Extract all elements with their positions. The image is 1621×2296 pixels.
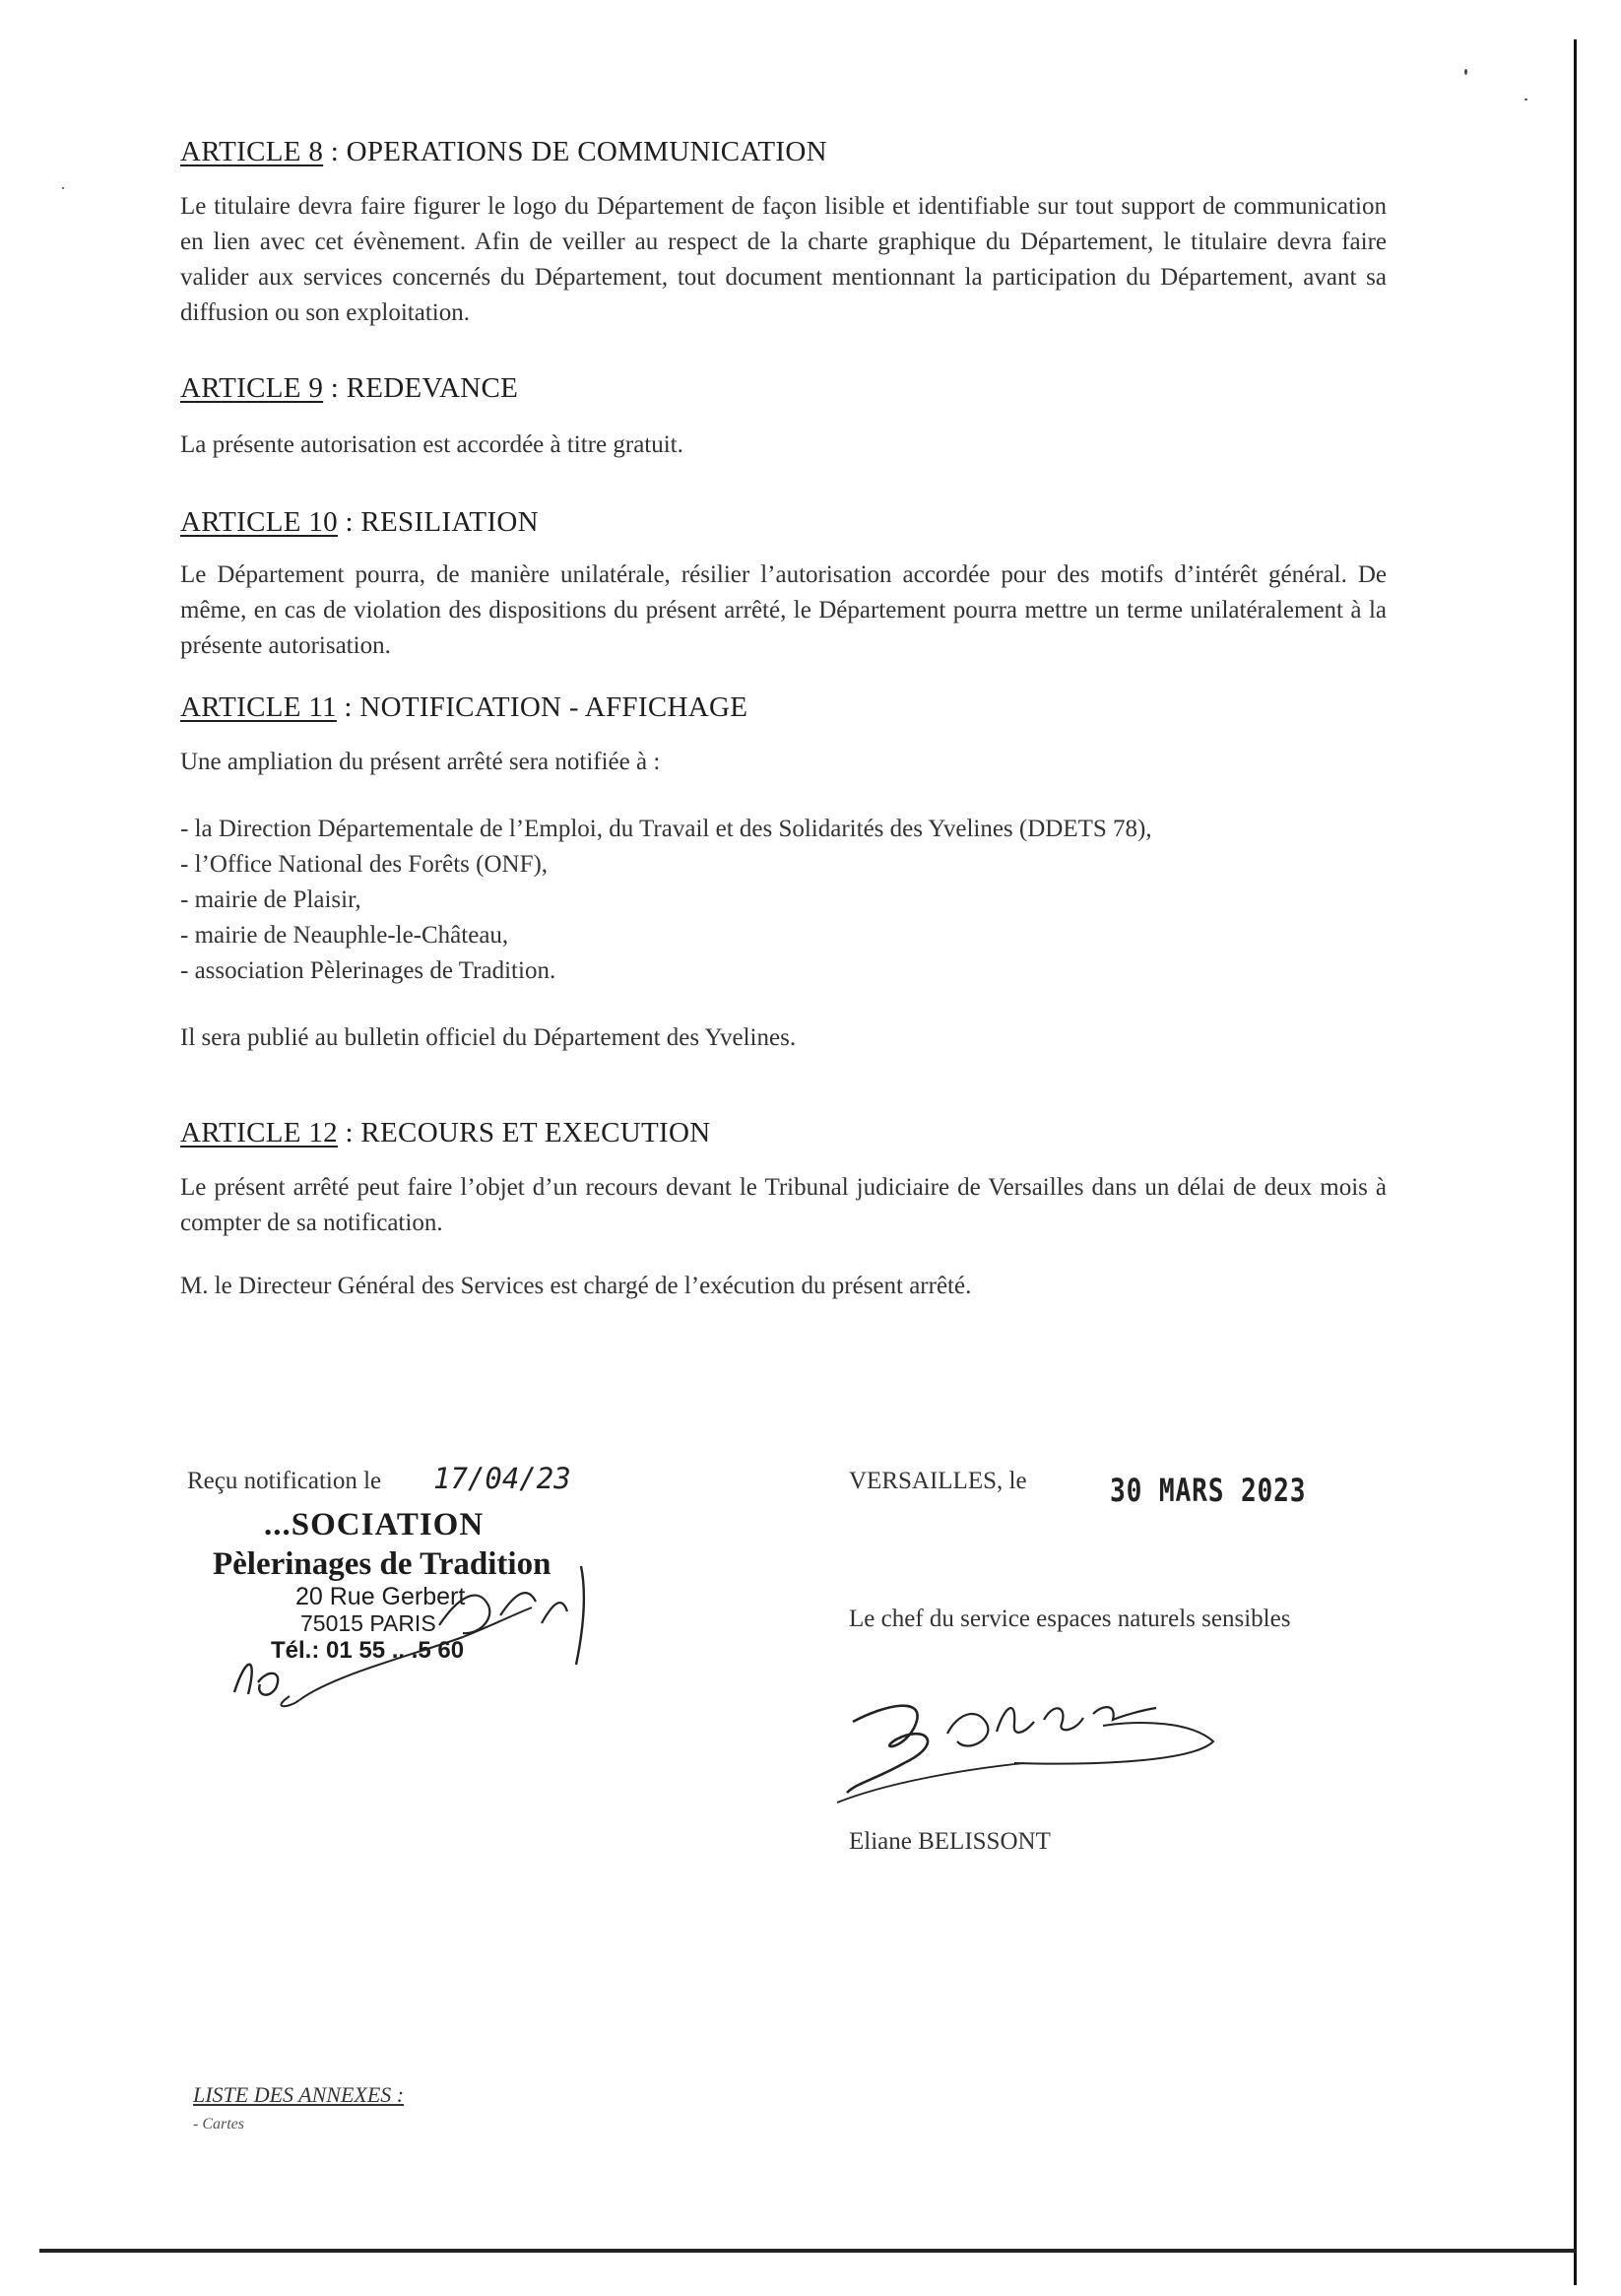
publication-note: Il sera publié au bulletin officiel du Département des Yvelines. [180,1024,797,1051]
recipient-item: - mairie de Neauphle-le-Château, [180,922,509,949]
article-10-body: Le Département pourra, de manière unilatérale, résilier l’autorisation accordée pour des motifs d’intérêt général. De même, en cas de violation des dispositions du présent arrêté, le Département pourra mettre un terme unilatéralement à la présente autorisation. [180,561,1387,659]
article-8-heading [180,136,827,168]
article-number: ARTICLE 8 [180,136,324,167]
execution-note: M. le Directeur Général des Services est chargé de l’exécution du présent arrêté. [180,1273,972,1299]
article-title: : OPERATIONS DE COMMUNICATION [323,136,827,167]
article-12-body: Le présent arrêté peut faire l’objet d’un recours devant le Tribunal judiciaire de Versailles dans un délai de deux mois à compter de sa notification. [180,1174,1387,1236]
article-8-body: Le titulaire devra faire figurer le logo du Département de façon lisible et identifiable sur tout support de communication en lien avec cet évènement. Afin de veiller au respect de la charte graphique du Département, le titulaire devra faire valider aux services concernés du Département, tout document mentionnant la participation du Département, avant sa diffusion ou son exploitation. [180,193,1387,326]
scan-border-bottom [39,2249,1576,2253]
article-number: ARTICLE 11 [180,691,337,723]
recipient-item: - mairie de Plaisir, [180,886,361,913]
signature-place: VERSAILLES, le [849,1468,1027,1494]
article-11-heading [180,691,747,724]
article-number: ARTICLE 12 [180,1117,338,1148]
article-9-body: La présente autorisation est accordée à titre gratuit. [180,431,683,458]
article-number: ARTICLE 9 [180,372,324,404]
article-11-intro: Une ampliation du présent arrêté sera notifiée à : [180,749,661,775]
scan-speck [62,187,64,189]
handwritten-date: 17/04/23 [433,1462,571,1495]
article-title: : REDEVANCE [323,372,519,404]
signatory-signature [0,0,1,1]
article-title: : RESILIATION [337,506,539,538]
article-title: : RECOURS ET EXECUTION [337,1117,711,1148]
article-number: ARTICLE 10 [180,506,338,538]
recipient-item: - l’Office National des Forêts (ONF), [180,851,549,878]
annexes-title: LISTE DES ANNEXES : [193,2082,405,2107]
notification-label: Reçu notification le [187,1468,382,1494]
stamp-line: Pèlerinages de Tradition [213,1546,551,1582]
date-stamp: 30 MARS 2023 [1110,1472,1307,1509]
stamp-line: Tél.: 01 55 .. .5 60 [271,1637,465,1664]
article-9-heading [180,372,518,405]
article-10-heading [180,506,539,539]
annex-item: - Cartes [193,2116,244,2132]
signatory-role: Le chef du service espaces naturels sensibles [849,1606,1291,1632]
recipient-item: - association Pèlerinages de Tradition. [180,957,556,984]
article-12-heading [180,1117,710,1149]
stamp-line: 20 Rue Gerbert [295,1583,466,1610]
scan-speck [1524,98,1527,100]
stamp-line: ...SOCIATION [264,1507,485,1542]
scan-border-right [1574,39,1577,2285]
scan-speck [1464,69,1467,75]
recipient-item: - la Direction Départementale de l’Emploi, du Travail et des Solidarités des Yvelines (DDETS 78), [180,816,1152,842]
article-title: : NOTIFICATION - AFFICHAGE [336,691,748,723]
stamp-line: 75015 PARIS [300,1610,436,1636]
signatory-name: Eliane BELISSONT [849,1828,1051,1855]
